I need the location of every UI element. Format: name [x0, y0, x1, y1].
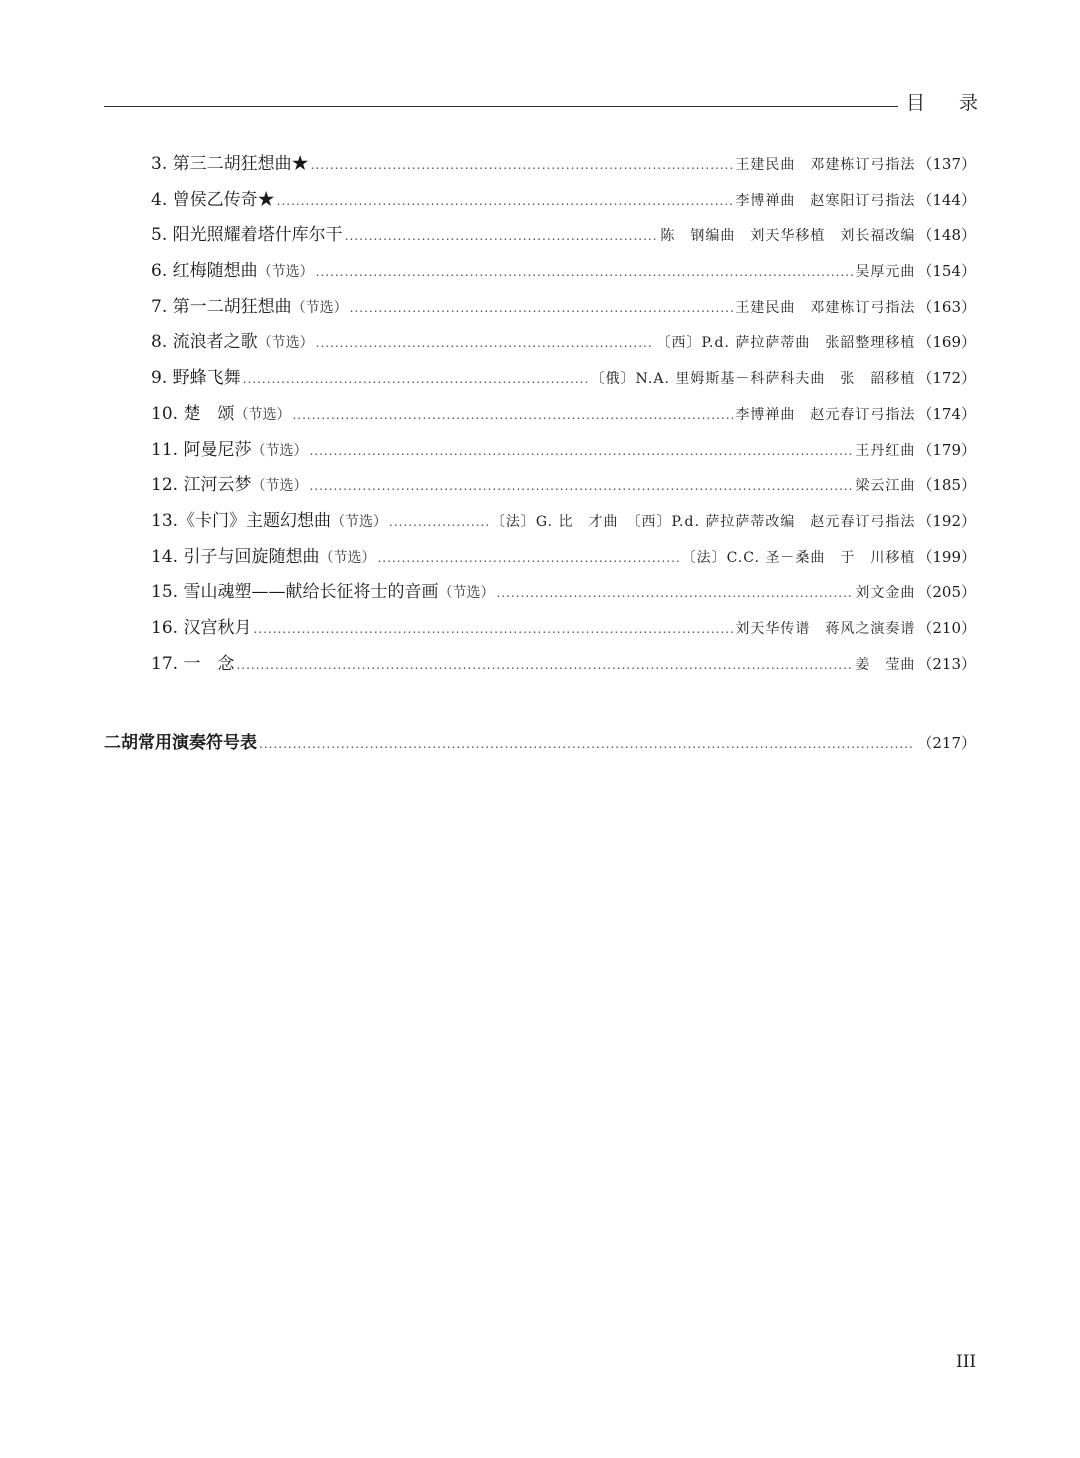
table-of-contents: [151, 147, 976, 682]
toc-entry-title: 16. 汉宫秋月: [151, 617, 252, 638]
dot-leader: [311, 148, 734, 184]
toc-entry-page: （137）: [917, 155, 976, 173]
dot-leader: [389, 505, 489, 541]
toc-entry-page: （163）: [917, 297, 976, 316]
toc-entry-title: 7. 第一二胡狂想曲: [151, 296, 292, 317]
toc-entry-note: （节选）: [251, 478, 308, 495]
toc-entry[interactable]: [151, 147, 976, 183]
toc-entry[interactable]: [151, 504, 976, 540]
dot-leader: [236, 648, 853, 684]
toc-entry-title: 3. 第三二胡狂想曲★: [151, 154, 309, 174]
toc-entry-page: （213）: [917, 654, 976, 673]
toc-entry[interactable]: [151, 611, 976, 647]
page-number: III: [956, 1352, 977, 1372]
toc-entry-page: （148）: [917, 226, 976, 245]
toc-entry[interactable]: [151, 575, 976, 611]
toc-entry-credit: 李博禅曲 赵元春订弓指法: [735, 406, 916, 423]
toc-entry[interactable]: [151, 183, 976, 219]
toc-entry[interactable]: [151, 325, 976, 361]
toc-entry[interactable]: [151, 290, 976, 326]
toc-entry-credit: 〔俄〕N.A. 里姆斯基－科萨科夫曲 张 韶移植: [590, 371, 916, 388]
toc-entry-title: 15. 雪山魂塑——献给长征将士的音画: [151, 582, 439, 603]
toc-entry-credit: 刘文金曲: [855, 585, 916, 602]
dot-leader: [345, 219, 659, 255]
toc-entry-title: 5. 阳光照耀着塔什库尔干: [151, 225, 343, 246]
toc-entry-title: 6. 红梅随想曲: [151, 261, 258, 282]
toc-entry-title: 10. 楚 颂: [151, 403, 235, 424]
toc-entry-page: （192）: [917, 511, 976, 530]
dot-leader: [350, 291, 734, 327]
toc-entry-title: 13.《卡门》主题幻想曲: [151, 510, 332, 531]
dot-leader: [243, 362, 589, 398]
toc-entry[interactable]: [151, 647, 976, 683]
toc-entry-note: （节选）: [257, 264, 314, 281]
toc-entry-title: 17. 一 念: [151, 653, 235, 674]
toc-entry-note: （节选）: [257, 335, 314, 352]
toc-entry-credit: 吴厚元曲: [855, 264, 916, 281]
dot-leader: [316, 326, 655, 362]
toc-entry-credit: 〔法〕C.C. 圣－桑曲 于 川移植: [681, 549, 916, 566]
toc-entry-credit: 〔法〕G. 比 才曲 〔西〕P.d. 萨拉萨蒂改编 赵元春订弓指法: [490, 513, 916, 530]
toc-entry-title: 12. 江河云梦: [151, 475, 252, 496]
toc-entry-page: （174）: [917, 404, 976, 423]
dot-leader: [377, 541, 679, 577]
toc-entry-credit: 梁云江曲: [855, 478, 916, 495]
dot-leader: [277, 184, 734, 220]
toc-entry-page: （185）: [917, 476, 976, 495]
toc-entry-credit: 刘天华传谱 蒋风之演奏谱: [735, 620, 916, 637]
toc-entry[interactable]: [151, 540, 976, 576]
toc-entry-page: （172）: [917, 369, 976, 388]
toc-entry-page: （179）: [917, 440, 976, 459]
toc-entry-title: 11. 阿曼尼莎: [151, 439, 252, 460]
toc-entry-title: 14. 引子与回旋随想曲: [151, 546, 320, 567]
toc-entry-page: （154）: [917, 262, 976, 281]
appendix-page: （217）: [917, 734, 976, 752]
toc-entry-note: （节选）: [251, 442, 308, 459]
toc-entry-title: 9. 野蜂飞舞: [151, 368, 241, 389]
dot-leader: [496, 576, 853, 612]
toc-entry-credit: 〔西〕P.d. 萨拉萨蒂曲 张韶整理移植: [656, 335, 916, 352]
toc-entry-note: （节选）: [234, 406, 291, 423]
toc-entry-credit: 李博禅曲 赵寒阳订弓指法: [735, 192, 916, 209]
toc-entry-note: （节选）: [438, 585, 495, 602]
dot-leader: [292, 398, 733, 434]
dot-leader: [309, 434, 853, 470]
toc-entry-page: （169）: [917, 333, 976, 352]
toc-entry-page: （199）: [917, 547, 976, 566]
toc-entry-credit: 姜 莹曲: [855, 656, 916, 673]
toc-entry-page: （210）: [917, 618, 976, 637]
toc-entry-credit: 王建民曲 邓建栋订弓指法: [735, 157, 916, 173]
header-title: 目 录: [906, 92, 993, 114]
toc-entry-page: （144）: [917, 190, 976, 209]
toc-entry[interactable]: [151, 254, 976, 290]
dot-leader: [309, 469, 853, 505]
toc-entry-credit: 王丹红曲: [855, 442, 916, 459]
toc-entry-credit: 陈 钢编曲 刘天华移植 刘长福改编: [660, 228, 916, 245]
toc-entry-note: （节选）: [331, 513, 388, 530]
toc-entry-title: 8. 流浪者之歌: [151, 332, 258, 353]
toc-entry[interactable]: [151, 397, 976, 433]
toc-entry[interactable]: [151, 468, 976, 504]
appendix-title: 二胡常用演奏符号表: [104, 733, 257, 753]
toc-entry-title: 4. 曾侯乙传奇★: [151, 189, 275, 210]
toc-entry[interactable]: [151, 218, 976, 254]
dot-leader: [316, 255, 854, 291]
dot-leader: [259, 727, 913, 763]
toc-entry-note: （节选）: [319, 549, 376, 566]
appendix-entry[interactable]: [104, 726, 976, 762]
toc-entry-note: （节选）: [291, 299, 348, 316]
toc-entry[interactable]: [151, 361, 976, 397]
toc-entry-credit: 王建民曲 邓建栋订弓指法: [735, 299, 916, 316]
dot-leader: [253, 612, 733, 648]
toc-entry[interactable]: [151, 433, 976, 469]
header-rule: [104, 106, 898, 107]
toc-entry-page: （205）: [917, 583, 976, 602]
